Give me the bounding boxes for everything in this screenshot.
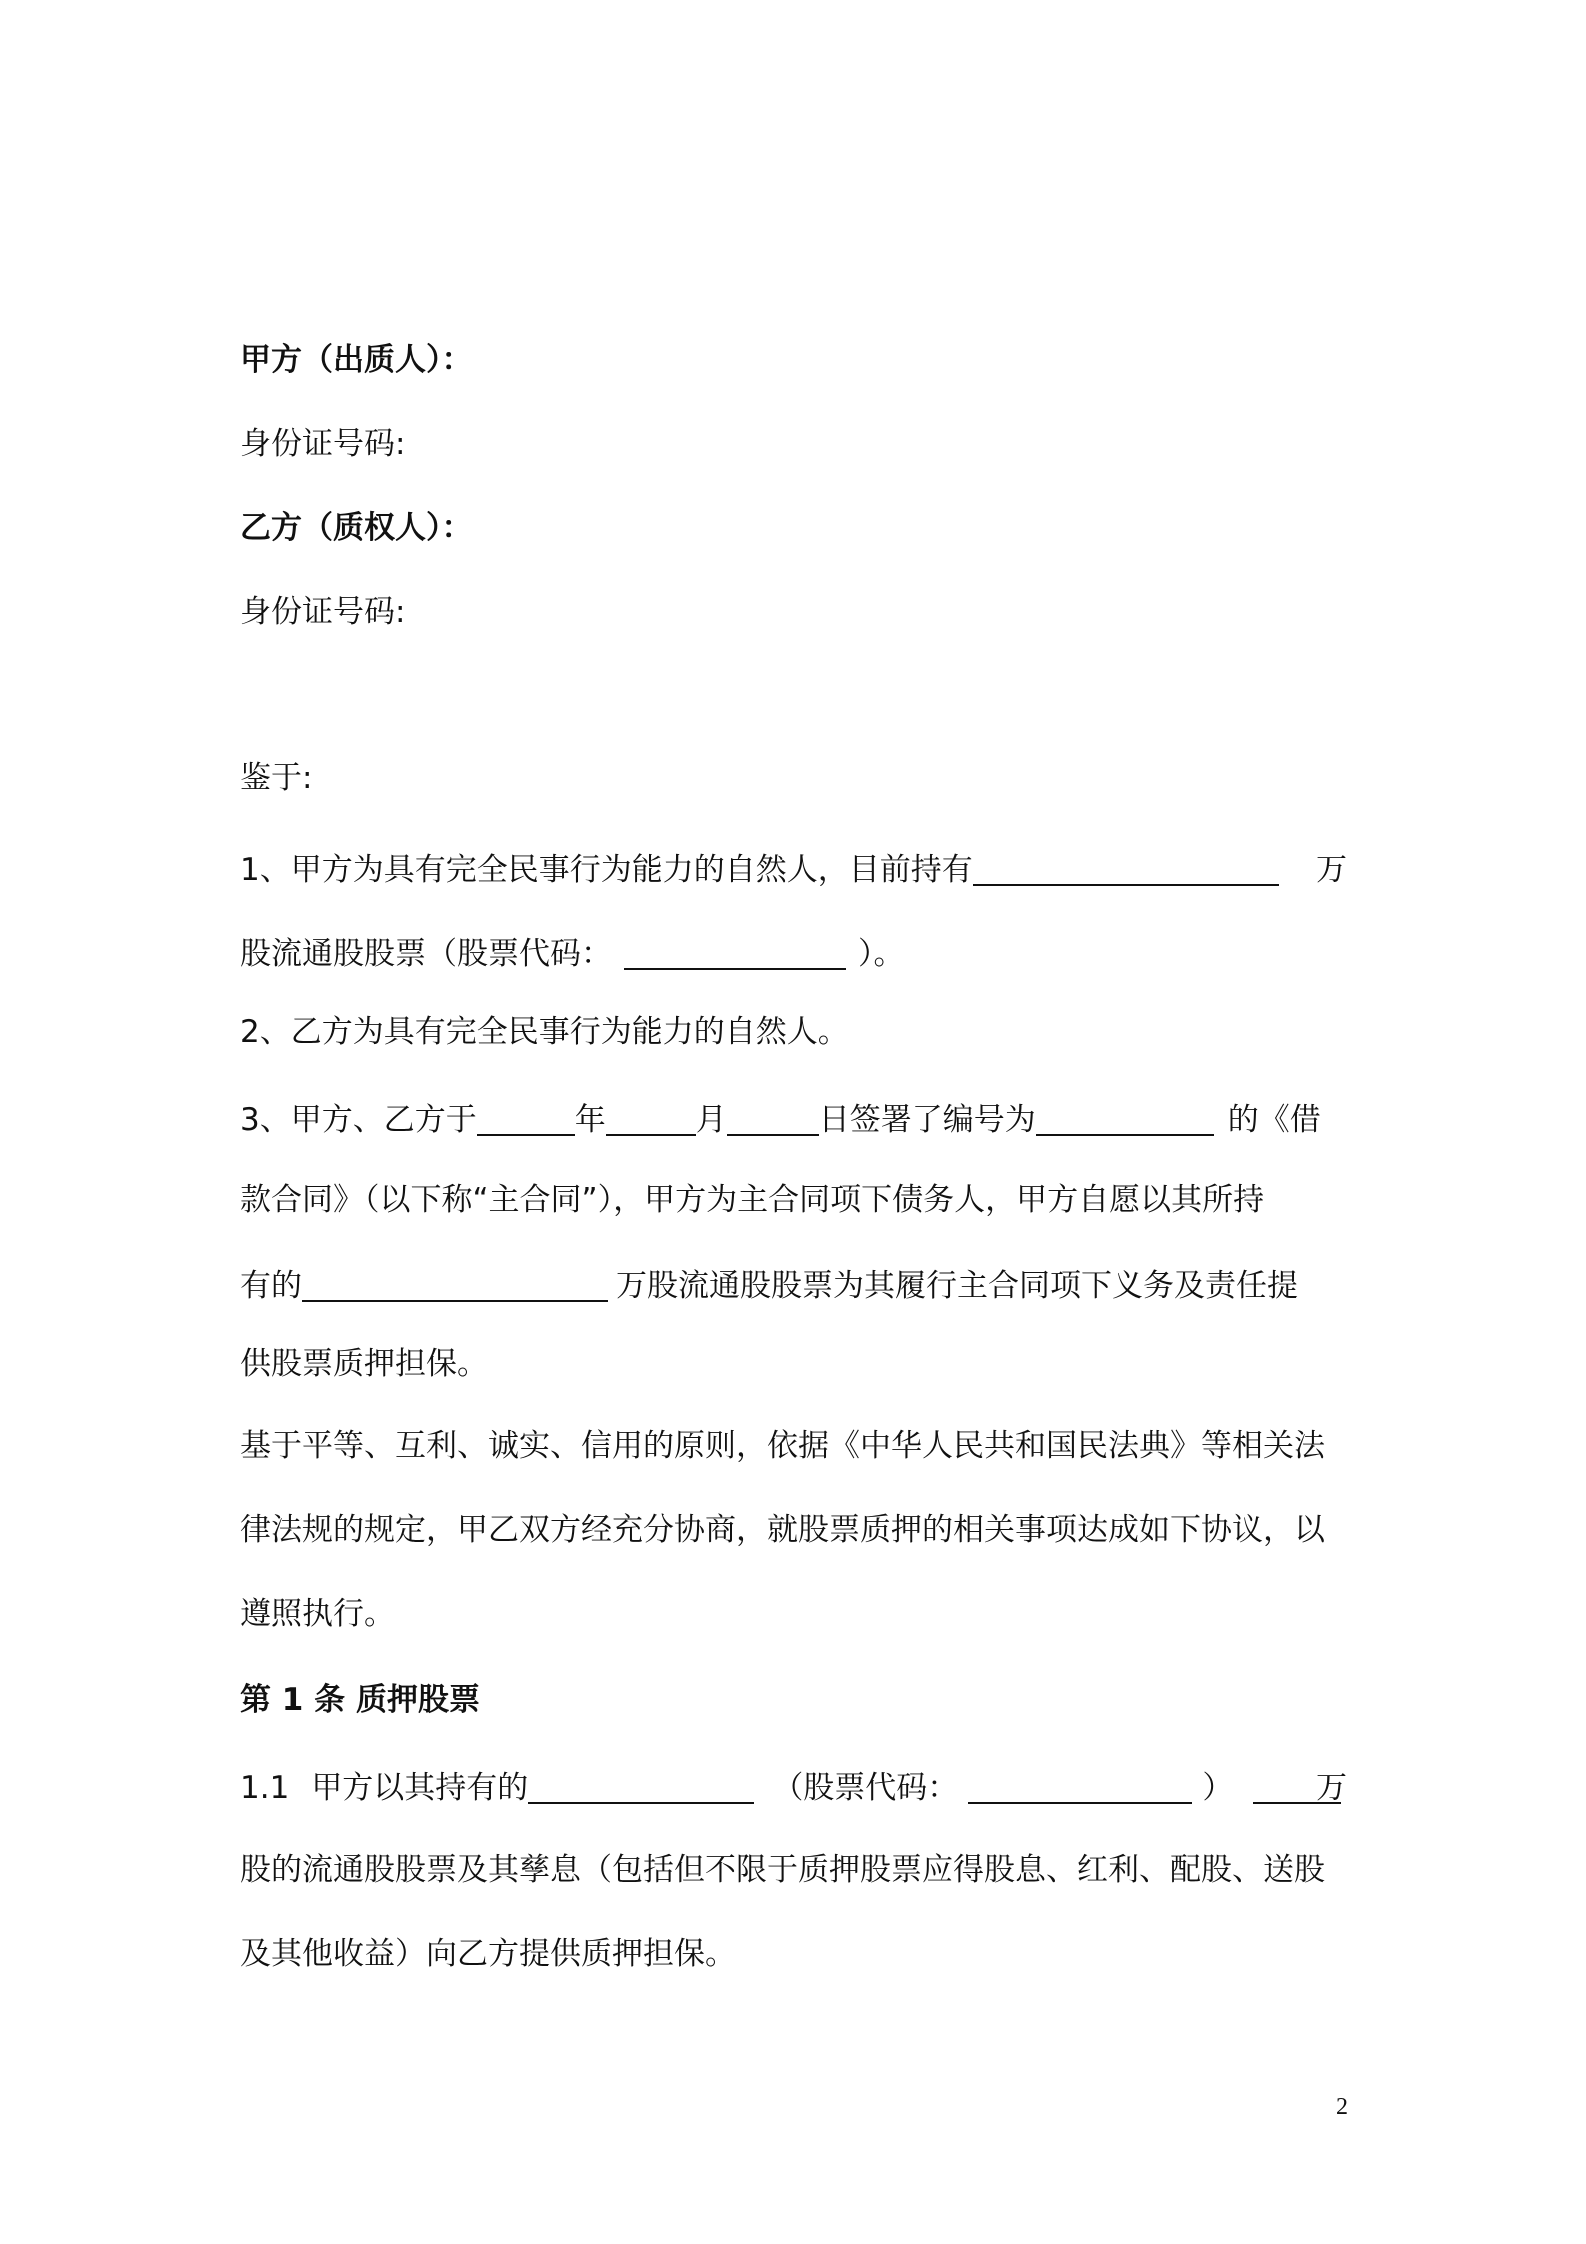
party-b-label: 乙方（质权人）：	[240, 510, 473, 546]
clause-number: 1.1	[240, 1770, 290, 1806]
contract-number-blank	[1036, 1104, 1214, 1136]
article-1-heading: 第 1 条 质押股票	[240, 1682, 480, 1718]
basis-line-3: 遵照执行。	[240, 1596, 395, 1632]
recital-1-line-2	[240, 934, 905, 974]
year-blank	[477, 1104, 575, 1136]
clause-stock-code-blank	[968, 1772, 1192, 1804]
party-a-label: 甲方（出质人）：	[240, 342, 473, 378]
recital-1-text-2b: ）。	[858, 936, 905, 972]
clause-text-b: （股票代码：	[772, 1770, 959, 1806]
recital-3-line-3	[240, 1266, 1298, 1306]
basis-line-2: 律法规的规定，甲乙双方经充分协商，就股票质押的相关事项达成如下协议，以	[240, 1512, 1325, 1548]
pledged-shares-blank	[302, 1270, 608, 1302]
clause-1-1-line-2: 股的流通股股票及其孳息（包括但不限于质押股票应得股息、红利、配股、送股	[240, 1852, 1325, 1888]
recital-2: 2、乙方为具有完全民事行为能力的自然人。	[240, 1014, 849, 1050]
holder-blank	[528, 1772, 754, 1804]
recital-3-text-3a: 有的	[240, 1268, 302, 1304]
page-number: 2	[1336, 2094, 1348, 2120]
stock-code-blank	[624, 938, 846, 970]
recital-1-unit: 万	[1316, 852, 1347, 888]
party-b-id-label: 身份证号码:	[240, 594, 406, 630]
recital-3-line-1	[240, 1100, 1321, 1140]
recital-3-line-4: 供股票质押担保。	[240, 1346, 488, 1382]
year-label: 年	[574, 1102, 606, 1138]
day-blank	[727, 1104, 819, 1136]
recital-1-text: 1、甲方为具有完全民事行为能力的自然人，目前持有	[240, 852, 973, 888]
clause-text-c: ）	[1202, 1770, 1234, 1806]
recital-3-text-3b: 万股流通股股票为其履行主合同项下义务及责任提	[616, 1268, 1298, 1304]
basis-line-1: 基于平等、互利、诚实、信用的原则，依据《中华人民共和国民法典》等相关法	[240, 1428, 1325, 1464]
recital-1-line-1	[240, 850, 1279, 890]
recital-3-line-2: 款合同》（以下称“主合同”），甲方为主合同项下债务人，甲方自愿以其所持	[240, 1182, 1265, 1218]
recitals-heading: 鉴于:	[240, 760, 313, 796]
recital-3-tail: 的《借	[1227, 1102, 1321, 1138]
month-blank	[606, 1104, 696, 1136]
clause-unit: 万	[1316, 1770, 1347, 1806]
recital-3-text-a: 3、甲方、乙方于	[240, 1102, 477, 1138]
day-label: 日签署了编号为	[818, 1102, 1036, 1138]
clause-text-a: 甲方以其持有的	[311, 1770, 529, 1806]
month-label: 月	[695, 1102, 727, 1138]
clause-1-1-line-1	[240, 1768, 1341, 1808]
party-a-id-label: 身份证号码:	[240, 426, 406, 462]
recital-1-text-2a: 股流通股股票（股票代码：	[240, 936, 612, 972]
shares-count-blank	[973, 854, 1279, 886]
clause-1-1-line-3: 及其他收益）向乙方提供质押担保。	[240, 1936, 736, 1972]
